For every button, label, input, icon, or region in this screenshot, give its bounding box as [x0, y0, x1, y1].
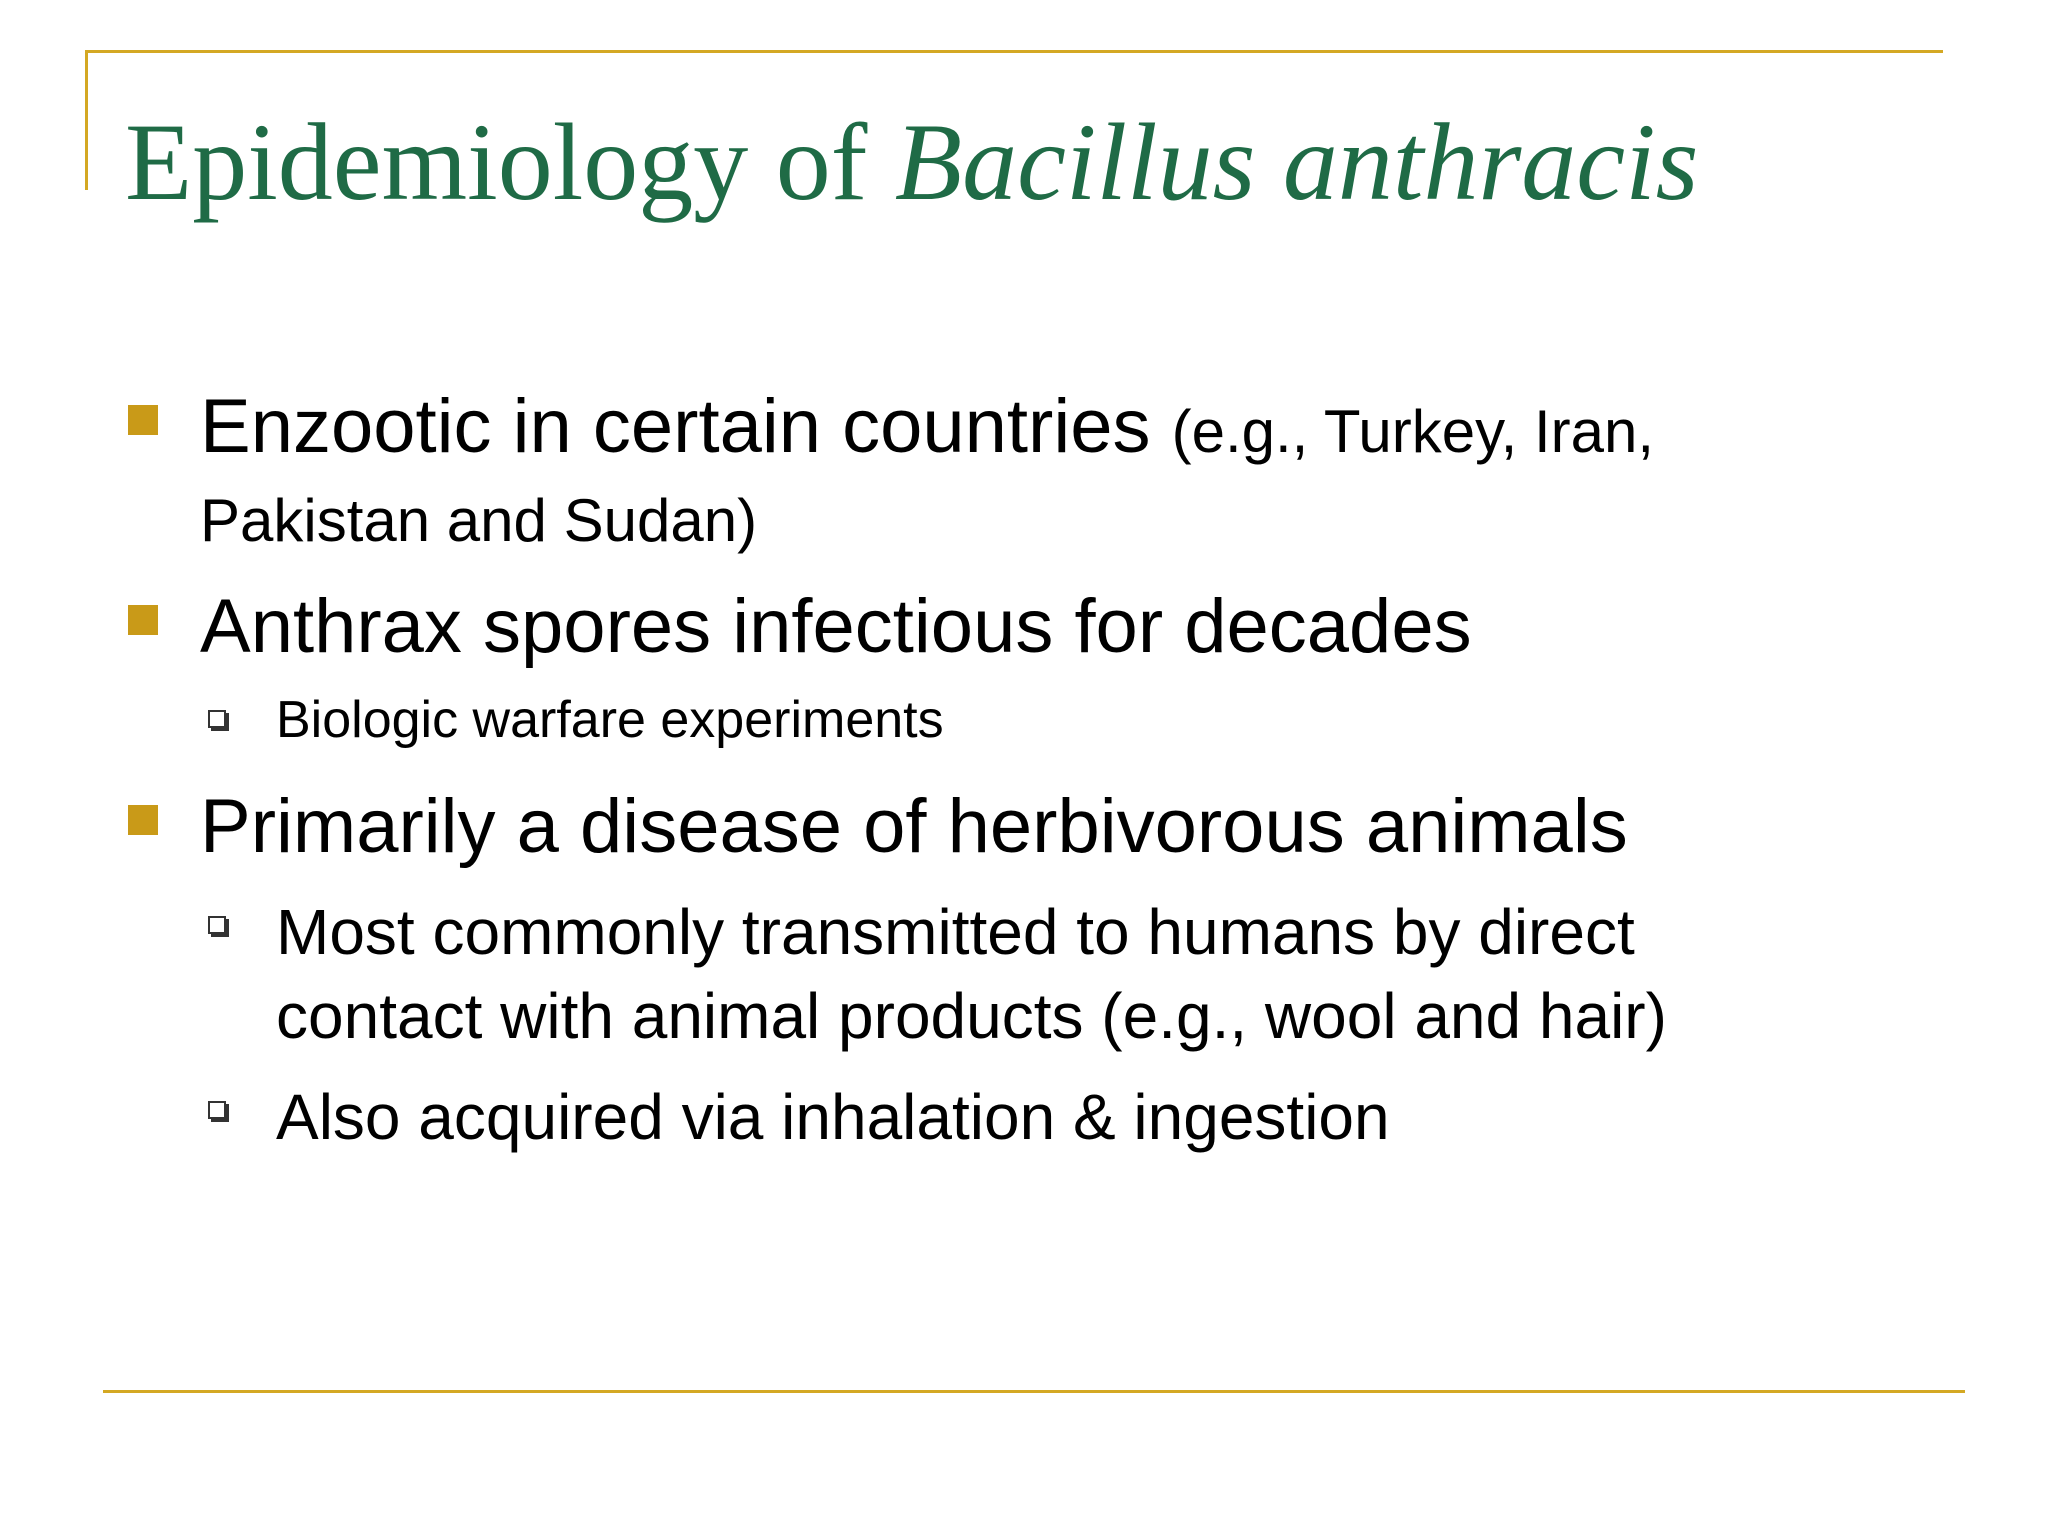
bullet-text: Primarily a disease of herbivorous animals — [200, 784, 1628, 869]
title-italic-text: Bacillus anthracis — [894, 101, 1699, 223]
hollow-box-bullet-icon — [208, 916, 226, 934]
bullet-item — [200, 585, 1840, 669]
sub-bullet-item — [276, 690, 1836, 750]
bullet-text: Enzootic in certain countries — [200, 384, 1172, 469]
hollow-box-bullet-icon — [208, 1101, 226, 1119]
title-main-text: Epidemiology of — [125, 101, 895, 223]
square-bullet-icon — [128, 805, 158, 835]
bullet-note: (e.g., Turkey, Iran, Pakistan and Sudan) — [200, 398, 1655, 554]
sub-bullet-text: Biologic warfare experiments — [276, 691, 944, 749]
square-bullet-icon — [128, 605, 158, 635]
sub-bullet-text: Most commonly transmitted to humans by direct contact with animal products (e.g., wool and hair) — [276, 896, 1667, 1052]
sub-bullet-item — [276, 890, 1836, 1058]
hollow-box-bullet-icon — [208, 710, 226, 728]
slide-title — [125, 100, 1698, 225]
bullet-item — [200, 785, 1840, 869]
square-bullet-icon — [128, 405, 158, 435]
title-frame-left-rule — [85, 50, 88, 190]
sub-bullet-text: Also acquired via inhalation & ingestion — [276, 1081, 1390, 1153]
title-frame-top-rule — [85, 50, 1943, 53]
bullet-item — [200, 385, 1840, 563]
footer-rule — [103, 1390, 1965, 1393]
sub-bullet-item — [276, 1075, 1836, 1159]
bullet-text: Anthrax spores infectious for decades — [200, 584, 1472, 669]
